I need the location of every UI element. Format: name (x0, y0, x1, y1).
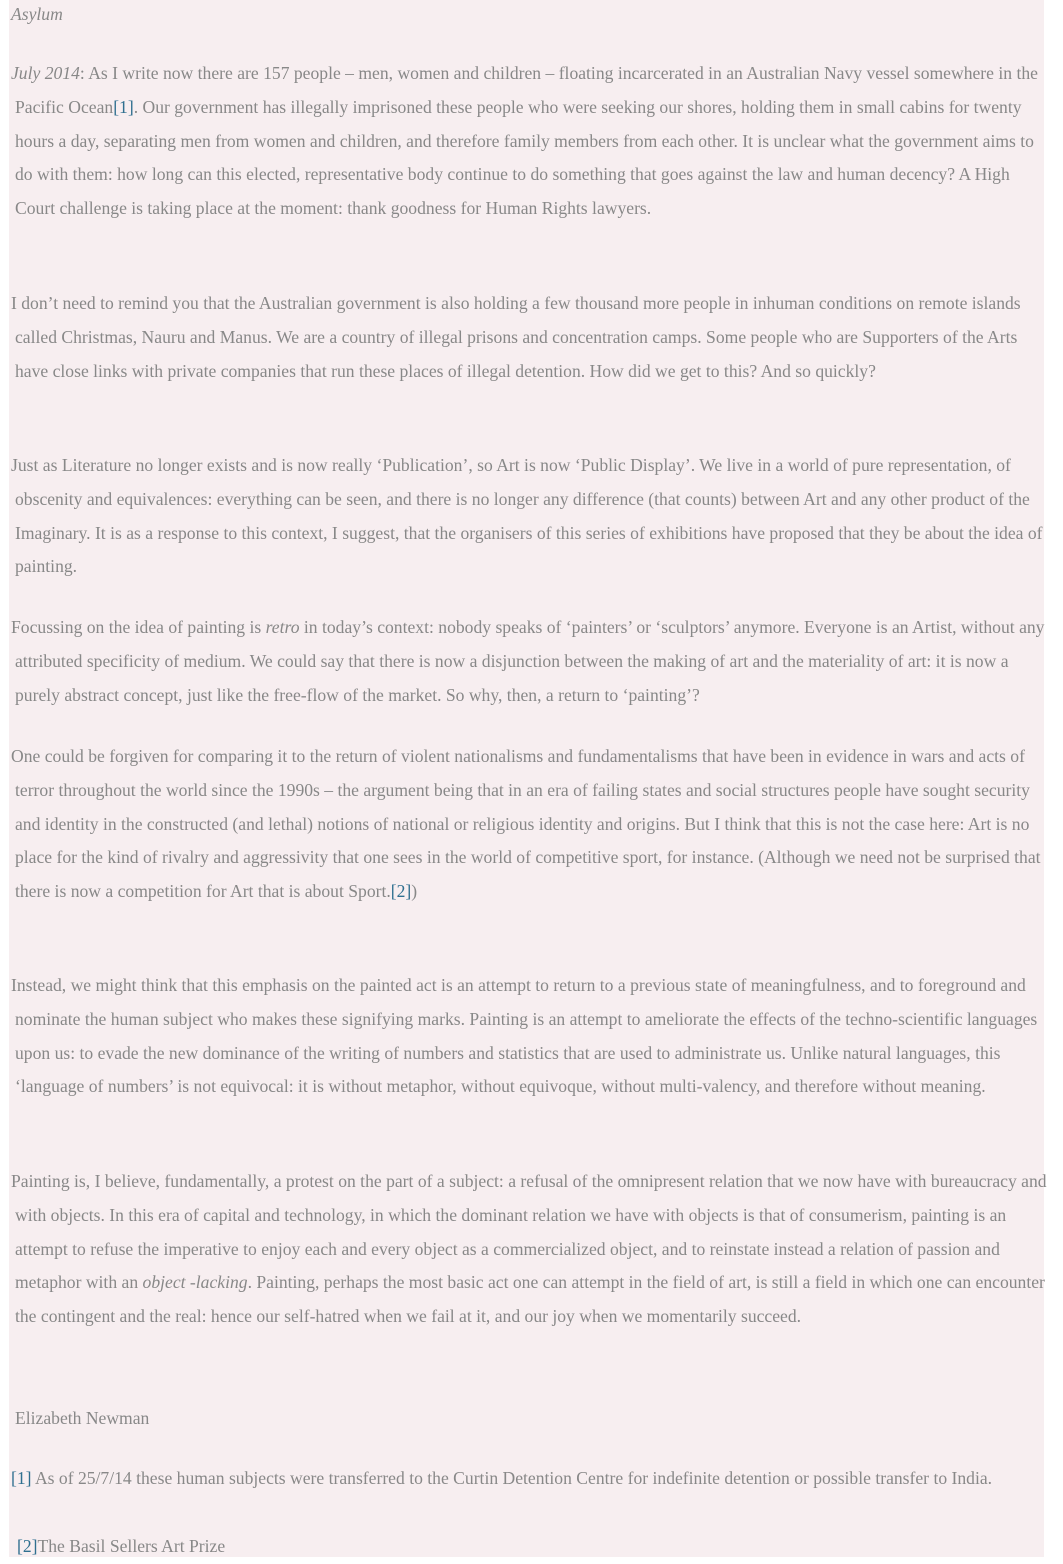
paragraph-1 (11, 57, 1047, 226)
footnote-1-text: As of 25/7/14 these human subjects were transferred to the Curtin Detention Centre for indefinite detention or possible transfer to India. (31, 1468, 993, 1488)
paragraph-6: Instead, we might think that this emphasis on the painted act is an attempt to return to a previous state of meaningfulness, and to foreground and nominate the human subject who makes these signifying marks. Painting is an attempt to ameliorate the effects of the techno-scientific languages upon us: to evade the new dominance of the writing of numbers and statistics that are used to administrate us. Unlike natural languages, this ‘language of numbers’ is not equivocal: it is without metaphor, without equivoque, without multi-valency, and therefore without meaning. (11, 975, 1038, 1097)
document-title: Asylum (11, 4, 63, 24)
document-page (9, 0, 1047, 1557)
paragraph-4-emphasis: retro (265, 617, 300, 637)
author-signature: Elizabeth Newman (15, 1408, 150, 1428)
paragraph-4-text-a: Focussing on the idea of painting is (11, 617, 266, 637)
paragraph-7-emphasis: object -lacking (142, 1272, 248, 1293)
footnote-ref-2-link[interactable]: [2] (390, 881, 412, 902)
paragraph-5 (11, 740, 1047, 909)
paragraph-7-text-a: Painting is, I believe, fundamentally, a protest on the part of a subject: a refusal of the omnipresent relation that we now have with bureaucracy and with objects. In this era of capital and technology, in which the dominant relation we have with objects is that of consumerism, painting is an attempt to refuse the imperative to enjoy each and every object as a commercialized object, and to reinstate instead a relation of passion and metaphor with an (11, 1171, 1047, 1293)
footnote-2-text: The Basil Sellers Art Prize (37, 1536, 226, 1556)
paragraph-4 (11, 611, 1047, 712)
paragraph-5-text-b: ) (411, 881, 418, 902)
footnote-1 (11, 1462, 1047, 1496)
footnote-2-backlink[interactable]: [2] (17, 1536, 38, 1556)
footnote-2 (11, 1530, 1049, 1564)
paragraph-5-text-a: One could be forgiven for comparing it to the return of violent nationalisms and fundamentalisms that have been in evidence in wars and acts of terror throughout the world since the 1990s – the argument being that in an era of failing states and social structures people have sought security and identity in the constructed (and lethal) notions of national or religious identity and origins. But I think that this is not the case here: Art is no place for the kind of rivalry and aggressivity that one sees in the world of competitive sport, for instance. (Although we need not be surprised that there is now a competition for Art that is about Sport. (11, 746, 1041, 902)
footnote-ref-1-link[interactable]: [1] (113, 96, 134, 117)
paragraph-7 (11, 1165, 1047, 1334)
paragraph-4-text-b: in today’s context: nobody speaks of ‘painters’ or ‘sculptors’ anymore. Everyone is an Artist, without any attributed specificity of medium. We could say that there is now a disjunction between the making of art and the materiality of art: it is now a purely abstract concept, just like the free-flow of the market. So why, then, a return to ‘painting’? (15, 617, 1045, 705)
paragraph-2: I don’t need to remind you that the Australian government is also holding a few thousand more people in inhuman conditions on remote islands called Christmas, Nauru and Manus. We are a country of illegal prisons and concentration camps. Some people who are Supporters of the Arts have close links with private companies that run these places of illegal detention. How did we get to this? And so quickly? (11, 293, 1021, 381)
footnote-1-backlink[interactable]: [1] (11, 1468, 32, 1488)
paragraph-3: Just as Literature no longer exists and is now really ‘Publication’, so Art is now ‘Public Display’. We live in a world of pure representation, of obscenity and equivalences: everything can be seen, and there is no longer any difference (that counts) between Art and any other product of the Imaginary. It is as a response to this context, I suggest, that the organisers of this series of exhibitions have proposed that they be about the idea of painting. (11, 455, 1043, 577)
paragraph-1-text-a: : As I write now there are 157 people – men, women and children – floating incarcerated in an Australian Navy vessel somewhere in the Pacific Ocean (15, 63, 1038, 117)
paragraph-1-date: July 2014 (11, 63, 80, 83)
paragraph-1-text-b: . Our government has illegally imprisoned these people who were seeking our shores, holding them in small cabins for twenty hours a day, separating men from women and children, and therefore family members from each other. It is unclear what the government aims to do with them: how long can this elected, representative body continue to do something that goes against the law and human decency? A High Court challenge is taking place at the moment: thank goodness for Human Rights lawyers. (15, 96, 1034, 219)
paragraph-7-text-b: . Painting, perhaps the most basic act one can attempt in the field of art, is still a field in which one can encounter the contingent and the real: hence our self-hatred when we fail at it, and our joy when we momentarily succeed. (15, 1272, 1045, 1327)
